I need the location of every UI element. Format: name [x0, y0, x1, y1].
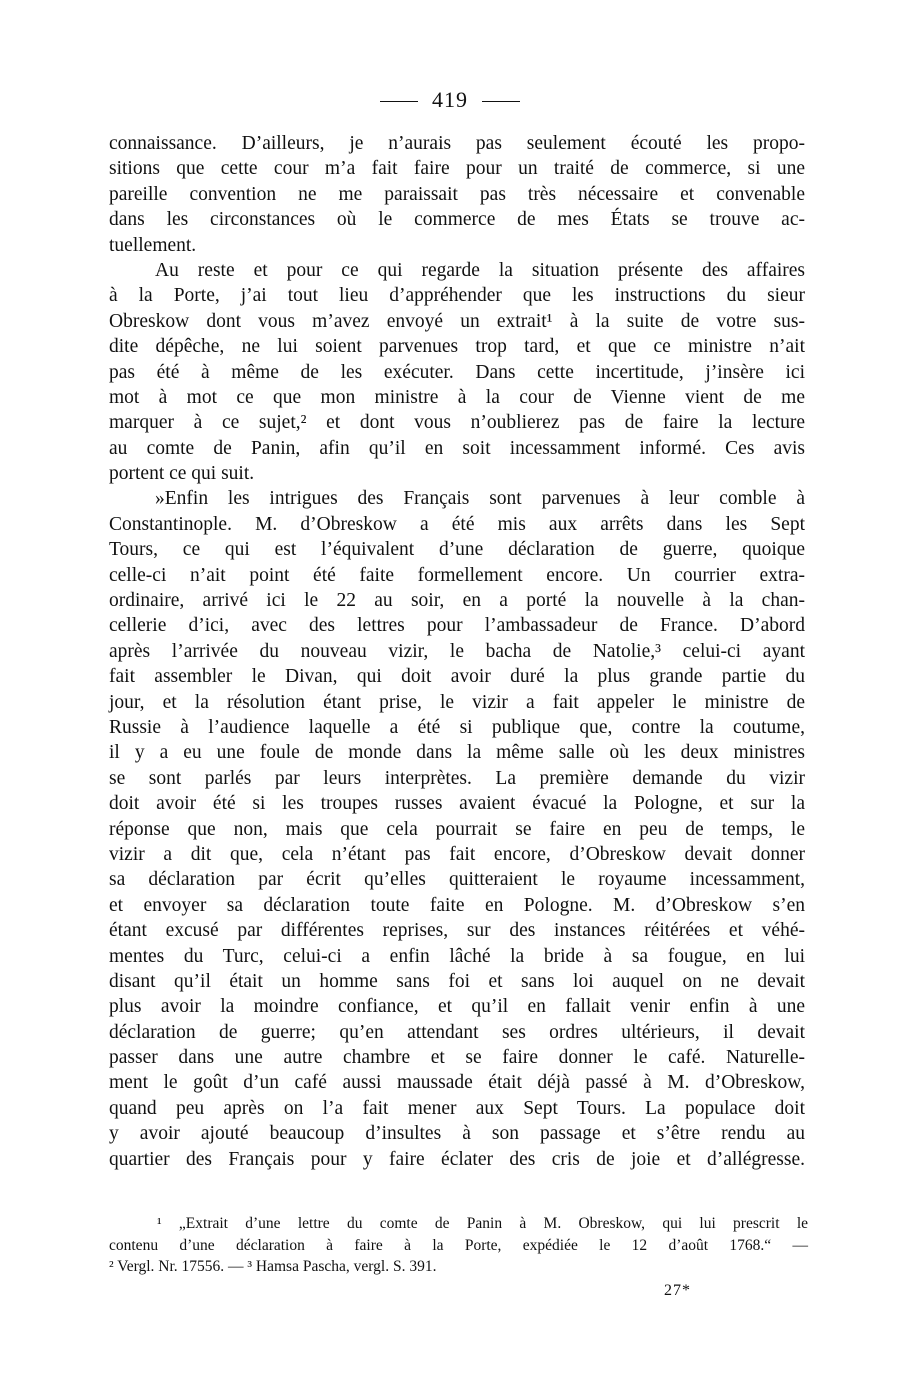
- text-line: sa déclaration par écrit qu’elles quitteraient le royaume incessamment,: [109, 869, 805, 891]
- text-line: réponse que non, mais que cela pourrait se faire en peu de temps, le: [109, 818, 805, 840]
- footnote-line: ¹ „Extrait d’une lettre du comte de Panin à M. Obreskow, qui lui prescrit le: [157, 1215, 808, 1232]
- text-line: quartier des Français pour y faire éclater des cris de joie et d’allégresse.: [109, 1148, 805, 1170]
- text-line: mentes du Turc, celui-ci a enfin lâché la bride à sa fougue, en lui: [109, 945, 805, 967]
- text-line: jour, et la résolution étant prise, le vizir a fait appeler le ministre de: [109, 691, 805, 713]
- text-line: ordinaire, arrivé ici le 22 au soir, en a porté la nouvelle à la chan-: [109, 590, 805, 612]
- text-line: passer dans une autre chambre et se faire donner le café. Naturelle-: [109, 1047, 805, 1069]
- text-line: il y a eu une foule de monde dans la même salle où les deux ministres: [109, 742, 805, 764]
- text-line: mot à mot ce que mon ministre à la cour de Vienne vient de me: [109, 386, 805, 408]
- text-line: et envoyer sa déclaration toute faite en Pologne. M. d’Obreskow s’en: [109, 894, 805, 916]
- text-line: ment le goût d’un café aussi maussade était déjà passé à M. d’Obreskow,: [109, 1072, 805, 1094]
- text-line: Obreskow dont vous m’avez envoyé un extrait¹ à la suite de votre sus-: [109, 310, 805, 332]
- text-line: Tours, ce qui est l’équivalent d’une déclaration de guerre, quoique: [109, 539, 805, 561]
- text-line: cellerie d’ici, avec des lettres pour l’ambassadeur de France. D’abord: [109, 615, 805, 637]
- header-rule-right: [482, 101, 520, 102]
- text-line: »Enfin les intrigues des Français sont parvenues à leur comble à: [155, 488, 805, 510]
- text-line: se sont parlés par leurs interprètes. La première demande du vizir: [109, 767, 805, 789]
- text-line: portent ce qui suit.: [109, 463, 255, 485]
- text-line: celle-ci n’ait point été faite formellement encore. Un courrier extra-: [109, 564, 805, 586]
- text-line: disant qu’il était un homme sans foi et sans loi auquel on ne devait: [109, 970, 805, 992]
- text-line: quand peu après on l’a fait mener aux Sept Tours. La populace doit: [109, 1097, 805, 1119]
- text-line: Au reste et pour ce qui regarde la situation présente des affaires: [155, 259, 805, 281]
- text-line: vizir a dit que, cela n’étant pas fait encore, d’Obreskow devait donner: [109, 843, 805, 865]
- text-line: au comte de Panin, afin qu’il en soit incessamment informé. Ces avis: [109, 437, 805, 459]
- text-line: étant excusé par différentes reprises, sur des instances réitérées et véhé-: [109, 920, 805, 942]
- text-line: déclaration de guerre; qu’en attendant ses ordres ultérieurs, il devait: [109, 1021, 805, 1043]
- text-line: Constantinople. M. d’Obreskow a été mis aux arrêts dans les Sept: [109, 513, 805, 535]
- body-text: [109, 131, 805, 1172]
- footnote-line: contenu d’une déclaration à faire à la Porte, expédiée le 12 d’août 1768.“ —: [109, 1236, 808, 1254]
- text-line: dans les circonstances où le commerce de mes États se trouve ac-: [109, 209, 805, 231]
- text-line: pareille convention ne me paraissait pas très nécessaire et convenable: [109, 183, 805, 205]
- footnote-line: ² Vergl. Nr. 17556. — ³ Hamsa Pascha, vergl. S. 391.: [109, 1258, 437, 1275]
- page-header: [0, 86, 900, 114]
- text-line: y avoir ajouté beaucoup d’insultes à son passage et s’être rendu au: [109, 1123, 805, 1145]
- text-line: connaissance. D’ailleurs, je n’aurais pas seulement écouté les propo-: [109, 133, 805, 154]
- text-line: dite dépêche, ne lui soient parvenues trop tard, et que ce ministre n’ait: [109, 336, 805, 358]
- footnotes: [109, 1213, 808, 1278]
- text-line: sitions que cette cour m’a fait faire pour un traité de commerce, si une: [109, 158, 805, 180]
- text-line: fait assembler le Divan, qui doit avoir duré la plus grande partie du: [109, 666, 805, 688]
- text-line: pas été à même de les exécuter. Dans cette incertitude, j’insère ici: [109, 361, 805, 383]
- header-rule-left: [380, 101, 418, 102]
- text-line: Russie à l’audience laquelle a été si publique que, contre la coutume,: [109, 716, 805, 738]
- text-line: après l’arrivée du nouveau vizir, le bacha de Natolie,³ celui-ci ayant: [109, 640, 805, 662]
- text-line: plus avoir la moindre confiance, et qu’il en fallait venir enfin à une: [109, 996, 805, 1018]
- text-line: marquer à ce sujet,² et dont vous n’oublierez pas de faire la lecture: [109, 412, 805, 434]
- text-line: tuellement.: [109, 234, 197, 256]
- text-line: à la Porte, j’ai tout lieu d’appréhender que les instructions du sieur: [109, 285, 805, 307]
- page-number: 419: [432, 87, 468, 112]
- signature-mark: 27*: [664, 1282, 691, 1299]
- text-line: doit avoir été si les troupes russes avaient évacué la Pologne, et sur la: [109, 793, 805, 815]
